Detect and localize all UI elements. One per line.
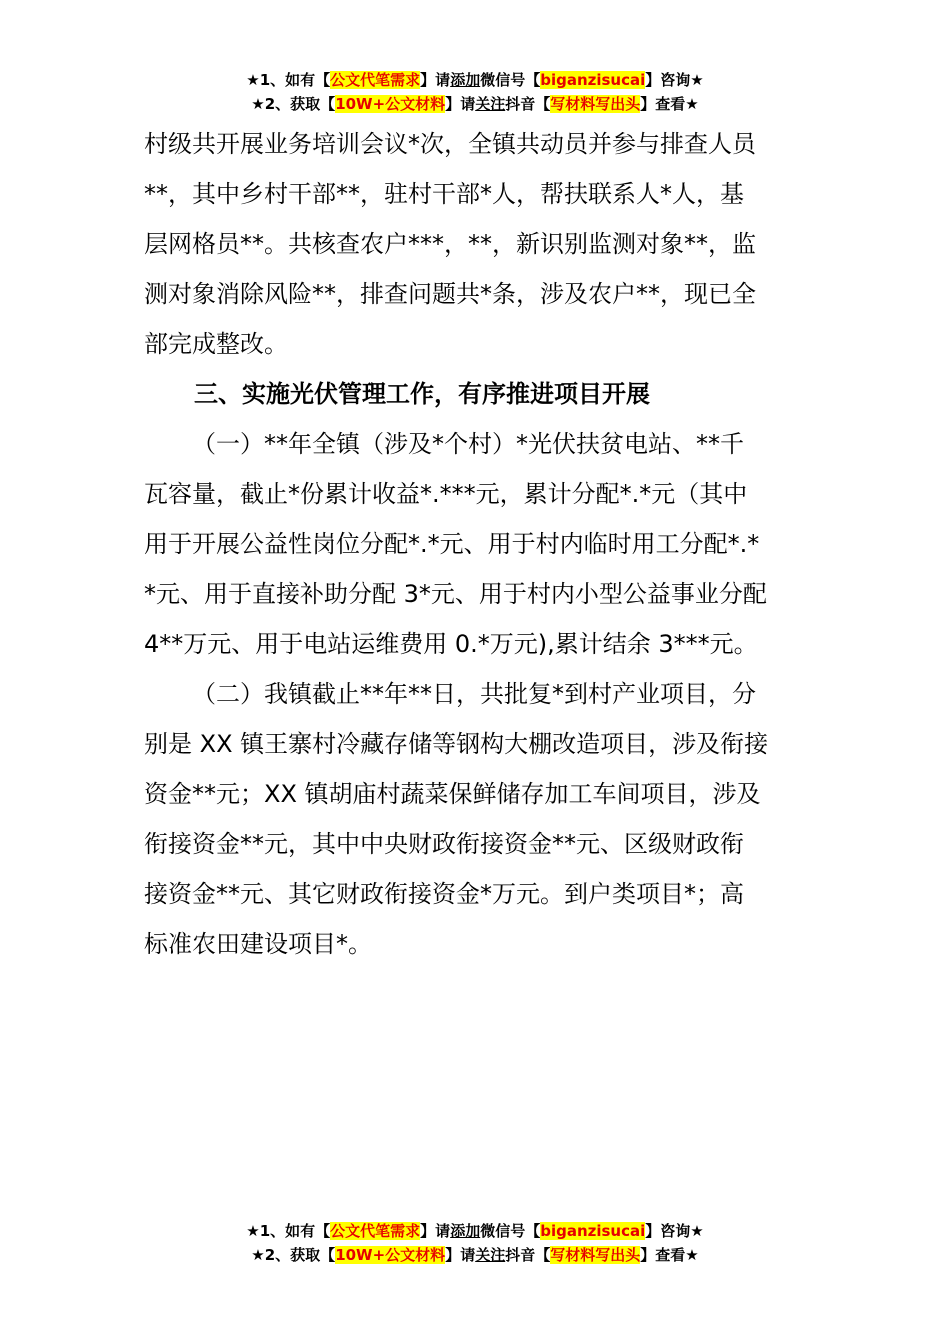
highlight-text: 公文代笔需求: [330, 1222, 421, 1240]
banner-text: 】查看★: [640, 95, 699, 113]
banner-text: 抖音【: [505, 95, 551, 113]
body-line: 层网格员**。共核查农户***，**，新识别监测对象**，监: [144, 230, 756, 258]
banner-text: 微信号【: [480, 1222, 541, 1240]
body-line: 资金**元；XX 镇胡庙村蔬菜保鲜储存加工车间项目，涉及: [144, 780, 761, 808]
highlight-text: 10W+公文材料: [335, 1246, 446, 1264]
banner-text: 】请: [420, 71, 451, 89]
body-line: **，其中乡村干部**，驻村干部*人，帮扶联系人*人，基: [144, 180, 744, 208]
banner-text: 】查看★: [640, 1246, 699, 1264]
promo-banner-bottom-line-1: [0, 1220, 950, 1242]
banner-text: 微信号【: [480, 71, 541, 89]
banner-text: 】咨询★: [645, 71, 704, 89]
highlight-text: 10W+公文材料: [335, 95, 446, 113]
body-line: （一）**年全镇（涉及*个村）*光伏扶贫电站、**千: [192, 430, 744, 458]
banner-text: 】请: [445, 95, 476, 113]
underlined-text: 关注: [475, 95, 506, 113]
banner-text: ★1、如有【: [246, 71, 331, 89]
body-line: 别是 XX 镇王寨村冷藏存储等钢构大棚改造项目，涉及衔接: [144, 730, 769, 758]
highlight-text: biganzisucai: [540, 1222, 646, 1240]
underlined-text: 添加: [450, 71, 481, 89]
section-heading: 三、实施光伏管理工作，有序推进项目开展: [194, 380, 650, 408]
promo-banner-line-1: [0, 69, 950, 91]
body-line: *元、用于直接补助分配 3*元、用于村内小型公益事业分配: [144, 580, 767, 608]
body-line: 部完成整改。: [144, 330, 288, 358]
body-line: 瓦容量，截止*份累计收益*.***元，累计分配*.*元（其中: [144, 480, 748, 508]
banner-text: 】咨询★: [645, 1222, 704, 1240]
highlight-text: biganzisucai: [540, 71, 646, 89]
promo-banner-bottom-line-2: [0, 1244, 950, 1266]
underlined-text: 添加: [450, 1222, 481, 1240]
banner-text: ★2、获取【: [251, 95, 336, 113]
body-line: 衔接资金**元，其中中央财政衔接资金**元、区级财政衔: [144, 830, 744, 858]
banner-text: 】请: [420, 1222, 451, 1240]
body-line: 用于开展公益性岗位分配*.*元、用于村内临时用工分配*.*: [144, 530, 760, 558]
highlight-text: 公文代笔需求: [330, 71, 421, 89]
banner-text: 抖音【: [505, 1246, 551, 1264]
underlined-text: 关注: [475, 1246, 506, 1264]
promo-banner-line-2: [0, 93, 950, 115]
body-line: 4**万元、用于电站运维费用 0.*万元),累计结余 3***元。: [144, 630, 758, 658]
body-line: 接资金**元、其它财政衔接资金*万元。到户类项目*；高: [144, 880, 744, 908]
banner-text: ★1、如有【: [246, 1222, 331, 1240]
highlight-text: 写材料写出头: [550, 95, 641, 113]
body-line: 标准农田建设项目*。: [144, 930, 372, 958]
body-line: 测对象消除风险**，排查问题共*条，涉及农户**，现已全: [144, 280, 756, 308]
banner-text: ★2、获取【: [251, 1246, 336, 1264]
body-line: （二）我镇截止**年**日，共批复*到村产业项目，分: [192, 680, 756, 708]
highlight-text: 写材料写出头: [550, 1246, 641, 1264]
banner-text: 】请: [445, 1246, 476, 1264]
body-line: 村级共开展业务培训会议*次，全镇共动员并参与排查人员: [144, 130, 756, 158]
